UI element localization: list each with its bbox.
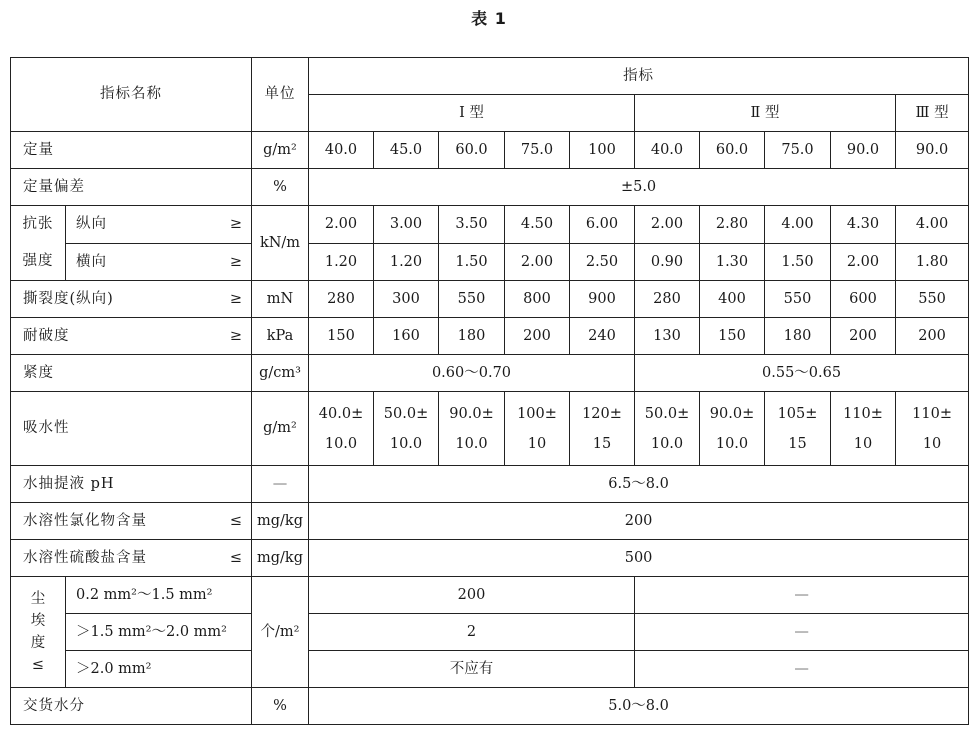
value-cell: 900 [570, 281, 635, 318]
absorb-tolerance: 10 [922, 435, 942, 452]
tear-name: 撕裂度(纵向) [23, 290, 114, 307]
tensile-cd-label [66, 243, 252, 281]
value-cell: 2.00 [831, 243, 896, 281]
row-tensile-cd [11, 243, 969, 281]
density-type23: 0.55～0.65 [635, 355, 969, 392]
value-cell [700, 392, 765, 466]
density-type1: 0.60～0.70 [309, 355, 635, 392]
tensile-unit: kN/m [252, 206, 309, 281]
absorb-value: 90.0± [449, 405, 494, 422]
row-dirt-2 [11, 614, 969, 651]
value-cell: 150 [309, 318, 374, 355]
value-cell: 60.0 [439, 132, 505, 169]
absorb-value: 50.0± [383, 405, 429, 422]
absorb-unit: g/m² [252, 392, 309, 466]
value-cell: 75.0 [505, 132, 570, 169]
absorb-value: 120± [582, 405, 622, 422]
row-density [11, 355, 969, 392]
row-absorb [11, 392, 969, 466]
dirt-group-char: 度 [30, 635, 46, 651]
dirt-group-char: ≤ [31, 657, 45, 673]
tear-unit: mN [252, 281, 309, 318]
moisture-name: 交货水分 [11, 688, 252, 725]
row-tear [11, 281, 969, 318]
absorb-name: 吸水性 [11, 392, 252, 466]
absorb-value: 105± [777, 405, 818, 422]
tensile-group-line1: 抗张 [22, 216, 54, 232]
ph-value: 6.5～8.0 [309, 466, 969, 503]
value-cell: 2.00 [635, 206, 700, 244]
grammage-unit: g/m² [252, 132, 309, 169]
header-indicator: 指标 [309, 58, 969, 95]
row-dirt-1 [11, 577, 969, 614]
gte-symbol: ≥ [229, 290, 243, 307]
dirt-r1-name: 0.2 mm²～1.5 mm² [66, 577, 252, 614]
value-cell: 180 [439, 318, 505, 355]
dirt-group-char: 埃 [30, 613, 46, 629]
value-cell: 280 [635, 281, 700, 318]
absorb-tolerance: 10.0 [455, 435, 488, 452]
spec-table [10, 57, 969, 725]
header-unit: 单位 [252, 58, 309, 132]
value-cell: 90.0 [831, 132, 896, 169]
value-cell: 2.50 [570, 243, 635, 281]
dirt-r1-type1: 200 [309, 577, 635, 614]
value-cell [896, 392, 969, 466]
absorb-tolerance: 10 [527, 435, 547, 452]
value-cell: 2.00 [309, 206, 374, 244]
value-cell: 240 [570, 318, 635, 355]
dirt-group-char: 尘 [30, 591, 46, 607]
value-cell: 180 [765, 318, 831, 355]
chloride-label [11, 503, 252, 540]
absorb-tolerance: 10.0 [715, 435, 749, 452]
value-cell: 1.50 [765, 243, 831, 281]
grammage-dev-name: 定量偏差 [11, 169, 252, 206]
chloride-name: 水溶性氯化物含量 [23, 512, 147, 529]
absorb-value: 90.0± [709, 405, 755, 422]
value-cell: 4.30 [831, 206, 896, 244]
value-cell: 40.0 [635, 132, 700, 169]
absorb-tolerance: 15 [788, 435, 807, 452]
header-name: 指标名称 [11, 58, 252, 132]
row-tensile-md [11, 206, 969, 244]
dirt-r3-type1: 不应有 [309, 651, 635, 688]
moisture-value: 5.0～8.0 [309, 688, 969, 725]
chloride-value: 200 [309, 503, 969, 540]
row-chloride [11, 503, 969, 540]
tensile-md-label [66, 206, 252, 244]
value-cell [439, 392, 505, 466]
absorb-value: 40.0± [318, 405, 364, 422]
dirt-r2-type1: 2 [309, 614, 635, 651]
gte-symbol: ≥ [229, 327, 243, 344]
lte-symbol: ≤ [229, 512, 243, 529]
absorb-value: 50.0± [644, 405, 690, 422]
row-ph [11, 466, 969, 503]
value-cell: 160 [374, 318, 439, 355]
header-type2: Ⅱ 型 [635, 95, 896, 132]
value-cell: 200 [831, 318, 896, 355]
value-cell: 4.00 [896, 206, 969, 244]
value-cell: 1.50 [439, 243, 505, 281]
tensile-cd-name: 横向 [76, 253, 107, 270]
value-cell: 200 [896, 318, 969, 355]
chloride-unit: mg/kg [252, 503, 309, 540]
tear-label [11, 281, 252, 318]
value-cell: 75.0 [765, 132, 831, 169]
absorb-value: 110± [843, 405, 883, 422]
value-cell: 2.00 [505, 243, 570, 281]
value-cell: 550 [896, 281, 969, 318]
header-type3: Ⅲ 型 [896, 95, 969, 132]
value-cell [765, 392, 831, 466]
absorb-value: 110± [912, 405, 952, 422]
ph-name: 水抽提液 pH [11, 466, 252, 503]
value-cell [831, 392, 896, 466]
dirt-r2-type23: — [635, 614, 969, 651]
absorb-tolerance: 10.0 [650, 435, 684, 452]
sulfate-label [11, 540, 252, 577]
burst-unit: kPa [252, 318, 309, 355]
density-unit: g/cm³ [252, 355, 309, 392]
row-grammage-deviation [11, 169, 969, 206]
sulfate-unit: mg/kg [252, 540, 309, 577]
value-cell: 6.00 [570, 206, 635, 244]
ph-unit: — [252, 466, 309, 503]
grammage-dev-unit: % [252, 169, 309, 206]
value-cell: 600 [831, 281, 896, 318]
tensile-group-line2: 强度 [22, 253, 54, 269]
absorb-value: 100± [517, 405, 557, 422]
value-cell [635, 392, 700, 466]
gte-symbol: ≥ [229, 253, 243, 270]
tensile-group [11, 206, 66, 281]
value-cell [505, 392, 570, 466]
absorb-tolerance: 15 [592, 435, 612, 452]
dirt-r2-name: ＞1.5 mm²～2.0 mm² [66, 614, 252, 651]
header-type1: Ⅰ 型 [309, 95, 635, 132]
value-cell: 1.20 [374, 243, 439, 281]
value-cell: 400 [700, 281, 765, 318]
density-name: 紧度 [11, 355, 252, 392]
value-cell: 60.0 [700, 132, 765, 169]
absorb-tolerance: 10.0 [389, 435, 423, 452]
row-dirt-3 [11, 651, 969, 688]
sulfate-name: 水溶性硫酸盐含量 [23, 549, 147, 566]
value-cell [570, 392, 635, 466]
dirt-r1-type23: — [635, 577, 969, 614]
value-cell: 550 [439, 281, 505, 318]
burst-name: 耐破度 [23, 327, 70, 344]
lte-symbol: ≤ [229, 549, 243, 566]
absorb-tolerance: 10 [853, 435, 873, 452]
dirt-group [11, 577, 66, 688]
value-cell: 4.50 [505, 206, 570, 244]
value-cell: 1.20 [309, 243, 374, 281]
value-cell: 150 [700, 318, 765, 355]
dirt-unit: 个/m² [252, 577, 309, 688]
value-cell: 3.00 [374, 206, 439, 244]
table-title: 表 1 [471, 9, 507, 28]
row-moisture [11, 688, 969, 725]
gte-symbol: ≥ [229, 216, 243, 233]
burst-label [11, 318, 252, 355]
value-cell: 100 [570, 132, 635, 169]
value-cell: 280 [309, 281, 374, 318]
value-cell: 1.80 [896, 243, 969, 281]
value-cell: 2.80 [700, 206, 765, 244]
grammage-name: 定量 [11, 132, 252, 169]
value-cell: 90.0 [896, 132, 969, 169]
value-cell: 800 [505, 281, 570, 318]
absorb-tolerance: 10.0 [324, 435, 358, 452]
sulfate-value: 500 [309, 540, 969, 577]
dirt-r3-type23: — [635, 651, 969, 688]
grammage-dev-value: ±5.0 [309, 169, 969, 206]
value-cell: 300 [374, 281, 439, 318]
value-cell: 45.0 [374, 132, 439, 169]
value-cell: 130 [635, 318, 700, 355]
value-cell: 200 [505, 318, 570, 355]
value-cell [309, 392, 374, 466]
value-cell: 550 [765, 281, 831, 318]
row-grammage [11, 132, 969, 169]
row-sulfate [11, 540, 969, 577]
dirt-r3-name: ＞2.0 mm² [66, 651, 252, 688]
value-cell [374, 392, 439, 466]
value-cell: 3.50 [439, 206, 505, 244]
value-cell: 4.00 [765, 206, 831, 244]
header-row-1 [11, 58, 969, 95]
tensile-md-name: 纵向 [76, 216, 107, 233]
value-cell: 1.30 [700, 243, 765, 281]
moisture-unit: % [252, 688, 309, 725]
value-cell: 0.90 [635, 243, 700, 281]
row-burst [11, 318, 969, 355]
value-cell: 40.0 [309, 132, 374, 169]
